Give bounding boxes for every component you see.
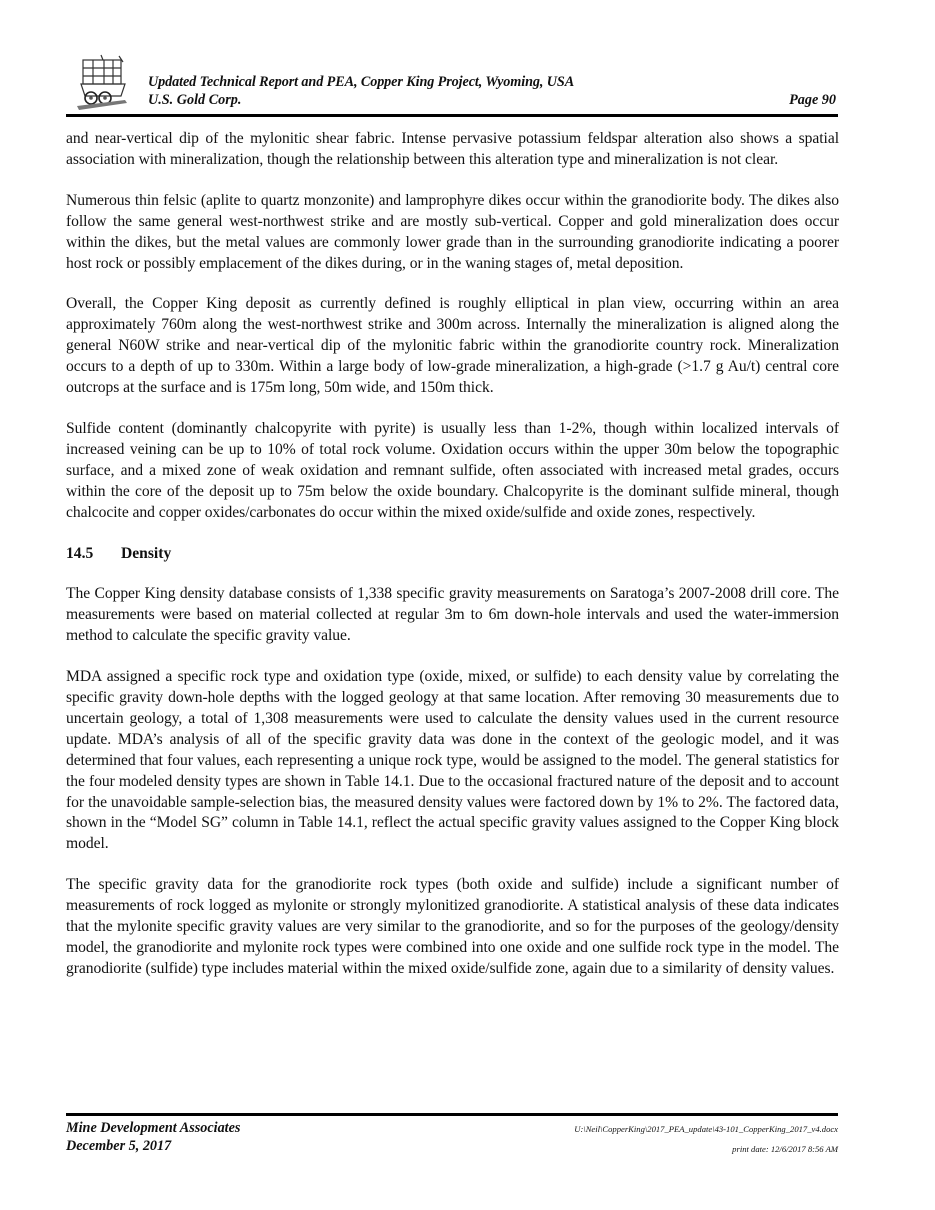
paragraph-sulfide-content: Sulfide content (dominantly chalcopyrite with pyrite) is usually less than 1-2%, though within localized intervals of increased veining can be up to 10% of total rock volume. Oxidation occurs within the upper 30m below the topographic surface, and a mixed zone of weak oxidation and remnant sulfide, often associated with increased metal grades, occurs within the core of the deposit up to 75m below the oxide boundary. Chalcopyrite is the dominant sulfide mineral, though chalcocite and copper oxides/carbonates do occur within the mixed oxide/sulfide and oxide zones, respectively.	[66, 419, 839, 521]
mine-machinery-logo-icon	[71, 54, 133, 112]
section-heading-density	[66, 544, 839, 565]
footer-file-path: U:\Neil\CopperKing\2017_PEA_update\43-101_CopperKing_2017_v4.docx	[574, 1124, 838, 1134]
paragraph-deposit-geometry: Overall, the Copper King deposit as currently defined is roughly elliptical in plan view, occurring within an area approximately 760m along the west-northwest strike and 300m across. Internally the mineralization is aligned along the general N60W strike and near-vertical dip of the mylonitic fabric within the granodiorite country rock. Mineralization occurs to a depth of up to 330m. Within a large body of low-grade mineralization, a high-grade (>1.7 g Au/t) central core outcrops at the surface and is 175m long, 50m wide, and 150m thick.	[66, 295, 839, 397]
paragraph-mda-assignment: MDA assigned a specific rock type and oxidation type (oxide, mixed, or sulfide) to each density value by correlating the specific gravity down-hole depths with the logged geology at that same location. After removing 30 measurements due to uncertain geology, a total of 1,308 measurements were used to calculate the density values used in the current resource update. MDA’s analysis of all of the specific gravity data was done in the context of the geologic model, and it was determined that four values, each representing a unique rock type, would be assigned to the model. The general statistics for the four modeled density types are shown in Table 14.1. Due to the occasional fractured nature of the deposit and to account for the unavoidable sample-selection bias, the measured density values were factored down by 1% to 2%. The factored data, shown in the “Model SG” column in Table 14.1, reflect the actual specific gravity values assigned to the Copper King block model.	[66, 668, 839, 853]
paragraph-density-database: The Copper King density database consists of 1,338 specific gravity measurements on Saratoga’s 2007-2008 drill core. The measurements were based on material collected at regular 3m to 6m down-hole intervals and used the water-immersion method to calculate the specific gravity value.	[66, 585, 839, 645]
page-header	[66, 52, 836, 114]
paragraph-dikes: Numerous thin felsic (aplite to quartz monzonite) and lamprophyre dikes occur within the granodiorite body. The dikes also follow the same general west-northwest strike and are mostly sub-vertical. Copper and gold mineralization does occur within the dikes, but the metal values are commonly lower grade than in the surrounding granodiorite indicating a poorer host rock or possibly emplacement of the dikes during, or in the waning stages of, metal deposition.	[66, 191, 839, 272]
footer-divider	[66, 1113, 838, 1116]
report-title: Updated Technical Report and PEA, Copper King Project, Wyoming, USA	[148, 74, 575, 90]
footer-date: December 5, 2017	[66, 1138, 172, 1154]
footer-print-date: print date: 12/6/2017 8:56 AM	[732, 1144, 838, 1154]
header-divider	[66, 114, 838, 117]
section-title: Density	[121, 544, 172, 562]
paragraph-shear-fabric: and near-vertical dip of the mylonitic shear fabric. Intense pervasive potassium feldspar alteration also shows a spatial association with mineralization, though the relationship between this alteration type and mineralization is not clear.	[66, 130, 839, 168]
section-number: 14.5	[66, 544, 94, 562]
paragraph-granodiorite-sg: The specific gravity data for the granodiorite rock types (both oxide and sulfide) include a significant number of measurements of rock logged as mylonite or strongly mylonitized granodiorite. A statistical analysis of these data indicates that the mylonite specific gravity values are very similar to the granodiorite, and so for the purposes of the geology/density model, the granodiorite and mylonite rock types were combined into one oxide and one sulfide rock type in the model. The granodiorite (sulfide) type includes material within the mixed oxide/sulfide zone, again due to a similarity of density values.	[66, 876, 839, 977]
page-number: Page 90	[789, 92, 836, 108]
company-name: U.S. Gold Corp.	[148, 92, 242, 108]
document-body	[66, 129, 839, 1000]
footer-organization: Mine Development Associates	[66, 1120, 241, 1136]
page-footer	[66, 1120, 838, 1160]
